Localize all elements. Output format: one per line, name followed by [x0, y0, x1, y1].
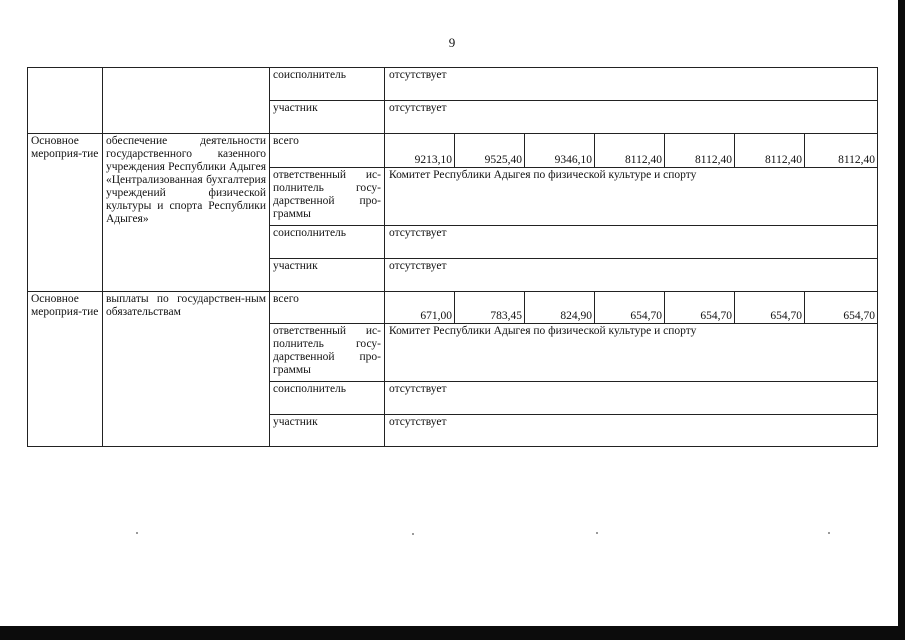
amount-cell: 9346,10 — [525, 134, 595, 168]
role-cell: участник — [270, 259, 385, 292]
value-cell: отсутствует — [385, 382, 878, 415]
value-cell: отсутствует — [385, 101, 878, 134]
value-cell: отсутствует — [385, 226, 878, 259]
amount-cell: 654,70 — [735, 292, 805, 324]
amount-cell: 654,70 — [595, 292, 665, 324]
amount-cell: 671,00 — [385, 292, 455, 324]
role-cell: участник — [270, 415, 385, 447]
amount-cell: 8112,40 — [595, 134, 665, 168]
page-number: 9 — [448, 35, 456, 50]
amount-cell: 8112,40 — [805, 134, 878, 168]
continuation-description-cell — [103, 68, 270, 134]
table-row — [28, 292, 878, 324]
role-cell: соисполнитель — [270, 68, 385, 101]
activity-description-cell: обеспечение деятельности государственного казенного учреждения Республики Адыгея «Централизованная бухгалтерия учреждений физической культуры и спорта Республики Адыгея» — [103, 134, 270, 292]
amount-cell: 9525,40 — [455, 134, 525, 168]
amount-cell: 783,45 — [455, 292, 525, 324]
amount-cell: 654,70 — [665, 292, 735, 324]
role-cell: ответственный ис-полнитель госу-дарственной про-граммы — [270, 168, 385, 226]
value-cell: отсутствует — [385, 259, 878, 292]
role-cell: ответственный ис-полнитель госу-дарственной про-граммы — [270, 324, 385, 382]
value-cell: отсутствует — [385, 68, 878, 101]
scan-edge-bottom — [0, 626, 905, 640]
total-label-cell: всего — [270, 134, 385, 168]
table-row — [28, 68, 878, 101]
amount-cell: 9213,10 — [385, 134, 455, 168]
scan-speck — [828, 532, 830, 534]
value-cell: Комитет Республики Адыгея по физической культуре и спорту — [385, 324, 878, 382]
total-label-cell: всего — [270, 292, 385, 324]
role-cell: соисполнитель — [270, 382, 385, 415]
value-cell: отсутствует — [385, 415, 878, 447]
activity-description-cell: выплаты по государствен-ным обязательствам — [103, 292, 270, 447]
value-cell: Комитет Республики Адыгея по физической культуре и спорту — [385, 168, 878, 226]
scan-speck — [136, 532, 138, 534]
role-cell: соисполнитель — [270, 226, 385, 259]
continuation-kind-cell — [28, 68, 103, 134]
program-table — [27, 67, 878, 447]
scan-speck — [596, 532, 598, 534]
amount-cell: 824,90 — [525, 292, 595, 324]
amount-cell: 8112,40 — [665, 134, 735, 168]
role-cell: участник — [270, 101, 385, 134]
scan-speck — [412, 533, 414, 535]
scan-edge-right — [898, 0, 905, 640]
amount-cell: 8112,40 — [735, 134, 805, 168]
activity-kind-cell: Основное мероприя-тие — [28, 134, 103, 292]
amount-cell: 654,70 — [805, 292, 878, 324]
table-row — [28, 134, 878, 168]
activity-kind-cell: Основное мероприя-тие — [28, 292, 103, 447]
